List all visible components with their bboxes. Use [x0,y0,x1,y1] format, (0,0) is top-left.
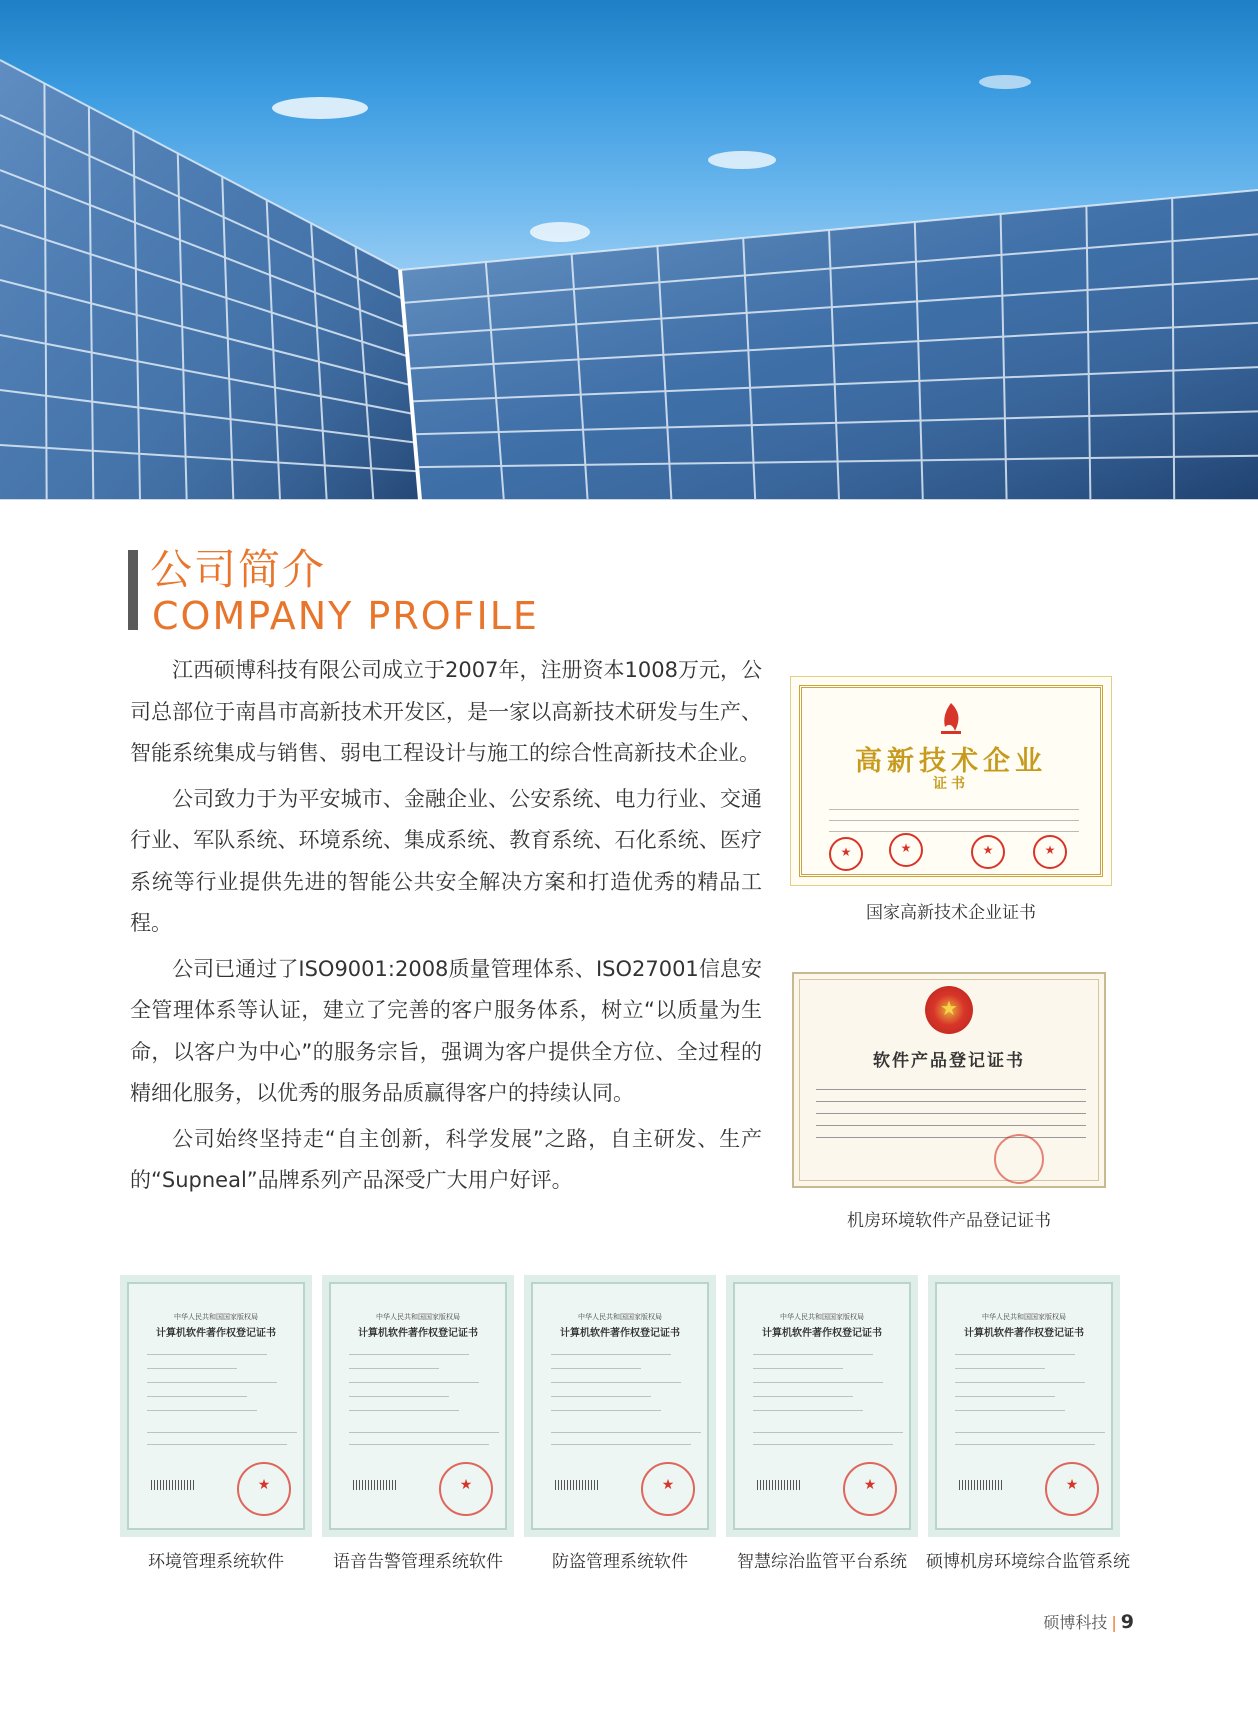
paragraph-innovation: 公司始终坚持走“自主创新，科学发展”之路，自主研发、生产的“Supneal”品牌系列产品深受广大用户好评。 [130,1126,762,1192]
title-accent-bar [128,550,138,630]
page-footer [1043,1610,1134,1633]
caption-copyright-4: 智慧综治监管平台系统 [737,1552,907,1572]
section-title-en: COMPANY PROFILE [152,594,539,638]
flame-logo-icon [933,701,969,737]
software-product-certificate [792,972,1106,1188]
high-tech-enterprise-certificate [790,676,1112,886]
barcode-icon [555,1480,599,1490]
stamp-icon [1045,1462,1099,1516]
stamp-icon [971,835,1005,869]
certificate-title: 软件产品登记证书 [873,1051,1025,1071]
barcode-icon [959,1480,1003,1490]
glass-building-illustration [0,0,1258,500]
stamp-icon [237,1462,291,1516]
caption-copyright-2: 语音告警管理系统软件 [333,1552,503,1572]
barcode-icon [151,1480,195,1490]
caption-high-tech: 国家高新技术企业证书 [866,903,1036,923]
barcode-icon [353,1480,397,1490]
paragraph-industries: 公司致力于为平安城市、金融企业、公安系统、电力行业、交通行业、军队系统、环境系统、集成系统、教育系统、石化系统、医疗系统等行业提供先进的智能公共安全解决方案和打造优秀的精品工程。 [130,786,762,935]
seal-icon [994,1134,1044,1184]
company-description [130,650,762,1206]
footer-separator: | [1111,1613,1117,1632]
copyright-certificates-row [120,1275,1140,1537]
stamp-icon [641,1462,695,1516]
stamp-icon [843,1462,897,1516]
certificate-title: 高新技术企业 [855,746,1047,777]
stamp-icon [889,833,923,867]
barcode-icon [757,1480,801,1490]
paragraph-certifications: 公司已通过了ISO9001:2008质量管理体系、ISO27001信息安全管理体系等认证，建立了完善的客户服务体系，树立“以质量为生命，以客户为中心”的服务宗旨，强调为客户提供全方位、全过程的精细化服务，以优秀的服务品质赢得客户的持续认同。 [130,956,762,1105]
caption-software-product: 机房环境软件产品登记证书 [847,1211,1051,1231]
copyright-certificate: 中华人民共和国国家版权局 计算机软件著作权登记证书 ★ [928,1275,1120,1537]
copyright-certificate: 中华人民共和国国家版权局 计算机软件著作权登记证书 ★ [322,1275,514,1537]
paragraph-founding: 江西硕博科技有限公司成立于2007年，注册资本1008万元，公司总部位于南昌市高新技术开发区，是一家以高新技术研发与生产、智能系统集成与销售、弱电工程设计与施工的综合性高新技术企业。 [130,658,762,765]
footer-brand: 硕博科技 [1043,1613,1108,1632]
stamp-icon [1033,835,1067,869]
caption-copyright-1: 环境管理系统软件 [148,1552,284,1572]
caption-copyright-5: 硕博机房环境综合监管系统 [926,1552,1130,1572]
copyright-certificate: 中华人民共和国国家版权局 计算机软件著作权登记证书 ★ [726,1275,918,1537]
national-emblem-icon [925,986,973,1034]
page-number: 9 [1120,1611,1134,1633]
copyright-certificate: 中华人民共和国国家版权局 计算机软件著作权登记证书 ★ [524,1275,716,1537]
certificate-subtitle: 证书 [933,776,969,792]
copyright-certificate: 中华人民共和国国家版权局 计算机软件著作权登记证书 ★ [120,1275,312,1537]
caption-copyright-3: 防盗管理系统软件 [552,1552,688,1572]
stamp-icon [829,837,863,871]
stamp-icon [439,1462,493,1516]
section-title-cn: 公司简介 [150,545,327,594]
hero-banner [0,0,1258,500]
